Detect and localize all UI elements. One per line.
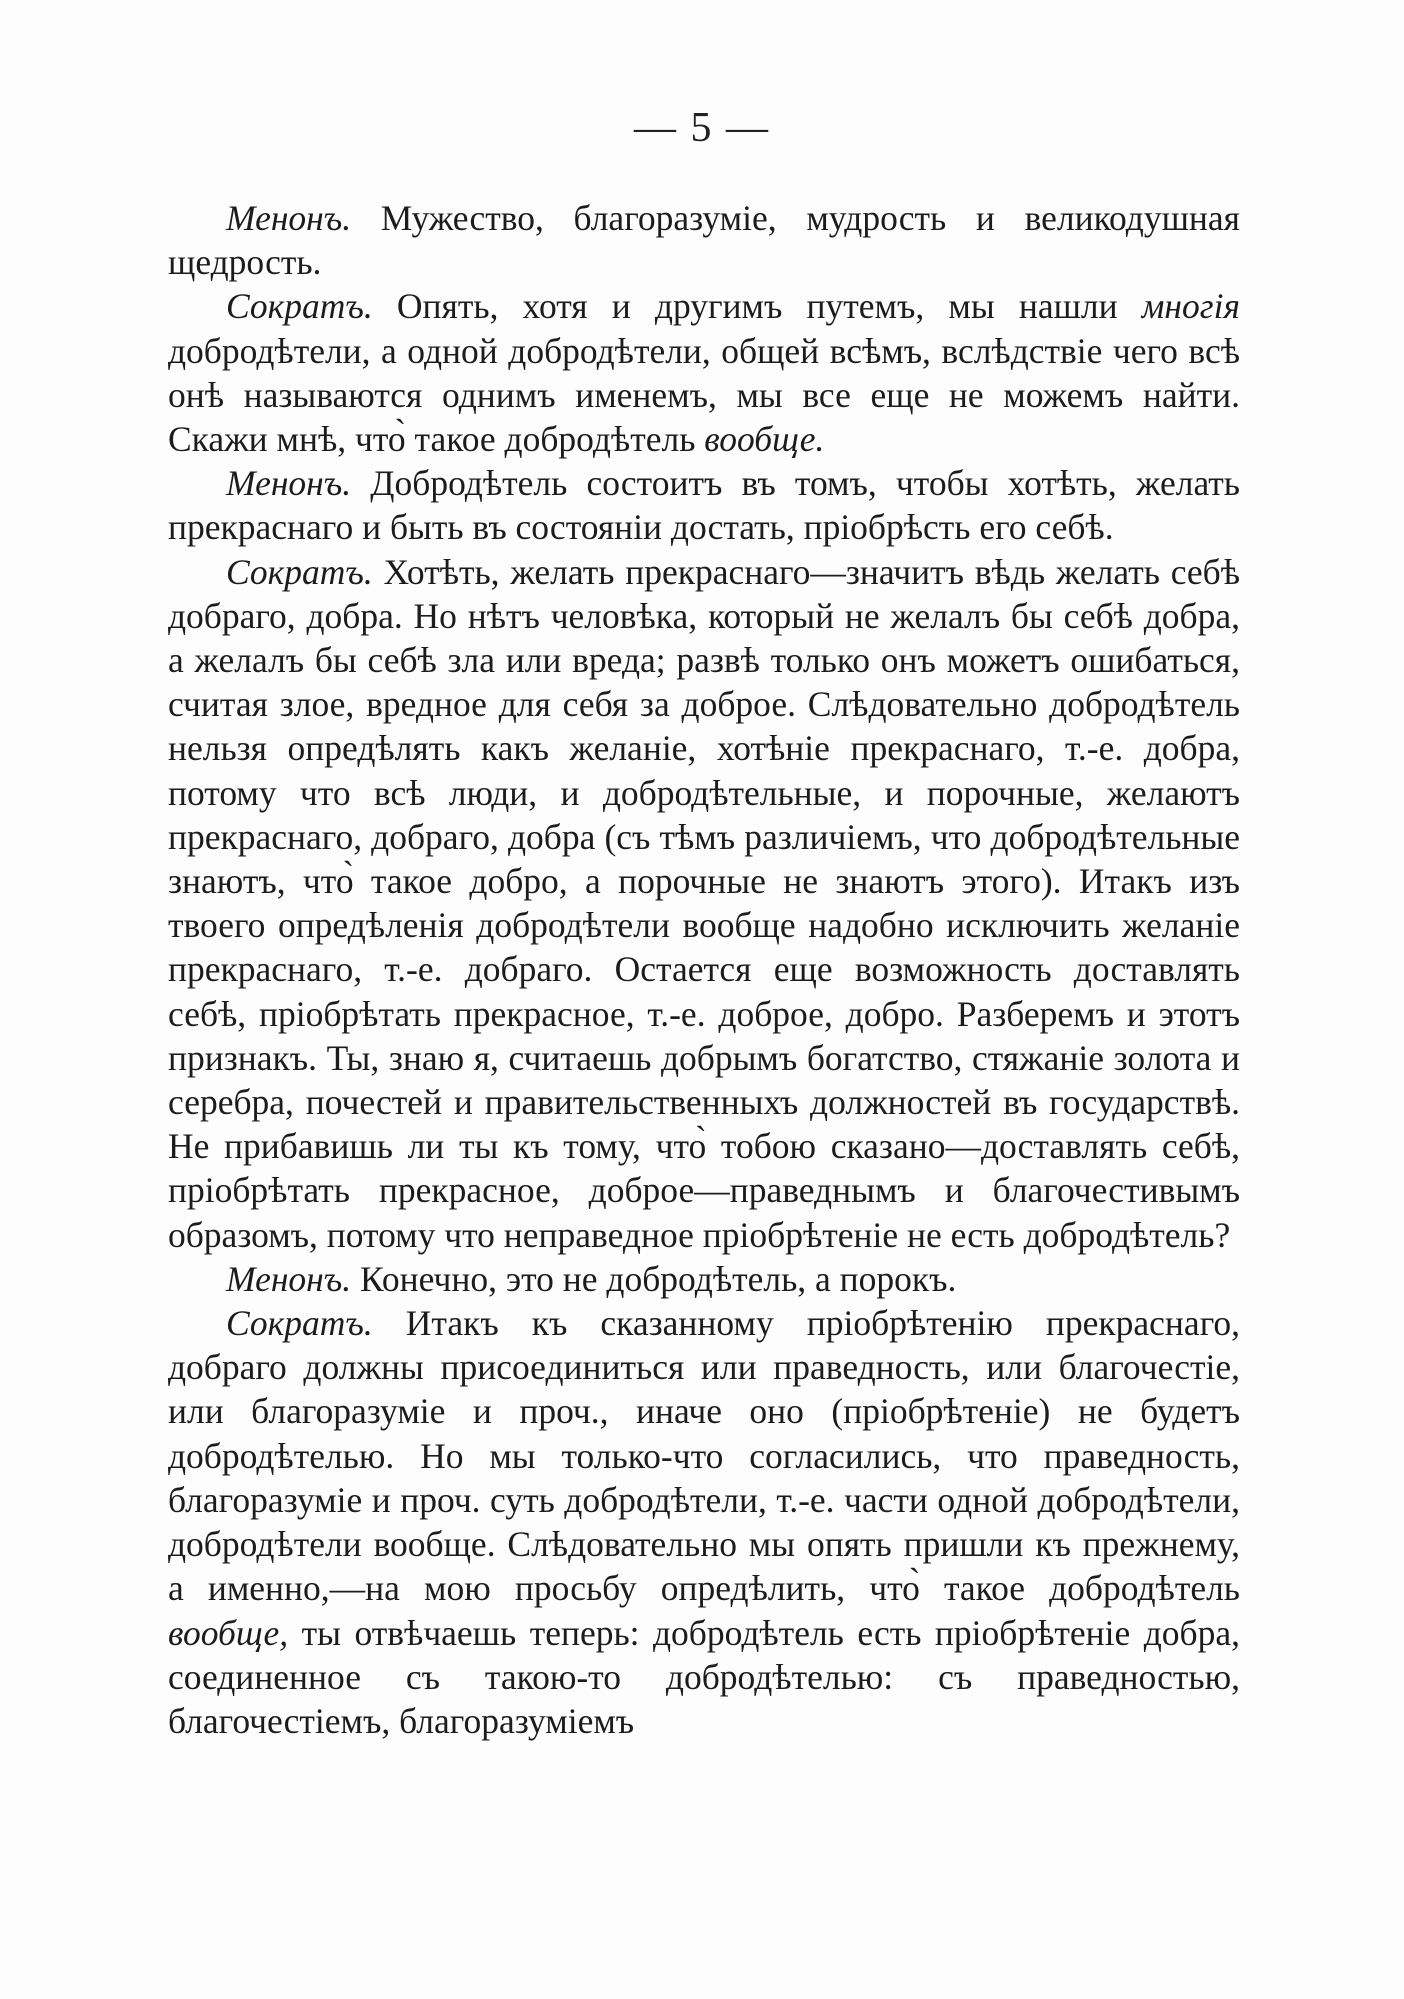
dialogue-paragraph bbox=[168, 1301, 1240, 1743]
paragraph-text: Конечно, это не добродѣтель, а порокъ. bbox=[351, 1258, 957, 1299]
speaker-name: Менонъ. bbox=[226, 463, 352, 504]
speaker-name: Сократъ. bbox=[226, 551, 373, 592]
dialogue-paragraph bbox=[168, 284, 1240, 461]
paragraph-text: Опять, хотя и другимъ путемъ, мы нашли bbox=[372, 286, 1142, 327]
dialogue-paragraph bbox=[168, 461, 1240, 549]
emphasis-text: вообще, bbox=[168, 1612, 289, 1653]
main-text bbox=[168, 196, 1240, 1743]
dialogue-paragraph bbox=[168, 1257, 1240, 1301]
paragraph-text: добродѣтели, а одной добродѣтели, общей всѣмъ, вслѣдствіе чего всѣ онѣ называются однимъ именемъ, мы все еще не можемъ найти. Скажи мнѣ, что̀ такое добродѣтель bbox=[168, 330, 1240, 460]
speaker-name: Сократъ. bbox=[226, 286, 373, 327]
speaker-name: Менонъ. bbox=[226, 198, 352, 238]
paragraph-text: Хотѣть, желать прекраснаго—значитъ вѣдь желать себѣ добраго, добра. Но нѣтъ человѣка, который не желалъ бы себѣ добра, а желалъ бы себѣ зла или вреда; развѣ только онъ можетъ ошибаться, считая злое, вредное для себя за доброе. Слѣдовательно добродѣтель нельзя опредѣлять какъ желаніе, хотѣніе прекраснаго, т.-е. добра, потому что всѣ люди, и добродѣтельные, и порочные, желаютъ прекраснаго, добраго, добра (съ тѣмъ различіемъ, что добродѣтельные знаютъ, что̀ такое добро, а порочные не знаютъ этого). Итакъ изъ твоего опредѣленія добродѣтели вообще надобно исключить желаніе прекраснаго, т.-е. добраго. Остается еще возможность доставлять себѣ, пріобрѣтать прекрасное, т.-е. доброе, добро. Разберемъ и этотъ признакъ. Ты, знаю я, считаешь добрымъ богатство, стяжаніе золота и серебра, почестей и правительственныхъ должностей въ государствѣ. Не прибавишь ли ты къ тому, что̀ тобою сказано—доставлять себѣ, пріобрѣтать прекрасное, доброе—праведнымъ и благочестивымъ образомъ, потому что неправедное пріобрѣтеніе не есть добродѣтель? bbox=[168, 551, 1240, 1255]
paragraph-text: Добродѣтель состоитъ въ томъ, чтобы хотѣть, желать прекраснаго и быть въ состояніи достать, пріобрѣсть его себѣ. bbox=[168, 463, 1240, 548]
speaker-name: Сократъ. bbox=[226, 1303, 373, 1344]
dialogue-paragraph bbox=[168, 196, 1240, 284]
dialogue-paragraph bbox=[168, 550, 1240, 1257]
paragraph-text: Мужество, благоразуміе, мудрость и великодушная щедрость. bbox=[168, 198, 1240, 283]
paragraph-text: ты отвѣчаешь теперь: добродѣтель есть пріобрѣтеніе добра, соединенное съ такою-то добродѣтелью: съ праведностью, благочестіемъ, благоразуміемъ bbox=[168, 1612, 1240, 1741]
paragraph-text: Итакъ къ сказанному пріобрѣтенію прекраснаго, добраго должны присоединиться или праведность, или благочестіе, или благоразуміе и проч., иначе оно (пріобрѣтеніе) не будетъ добродѣтелью. Но мы только-что согласились, что праведность, благоразуміе и проч. суть добродѣтели, т.-е. части одной добродѣтели, добродѣтели вообще. Слѣдовательно мы опять пришли къ прежнему, а именно,—на мою просьбу опредѣлить, что̀ такое добродѣтель bbox=[168, 1303, 1240, 1609]
emphasis-text: многія bbox=[1141, 286, 1240, 327]
emphasis-text: вообще. bbox=[704, 419, 825, 460]
speaker-name: Менонъ. bbox=[226, 1258, 352, 1299]
page-number: — 5 — bbox=[634, 105, 770, 151]
